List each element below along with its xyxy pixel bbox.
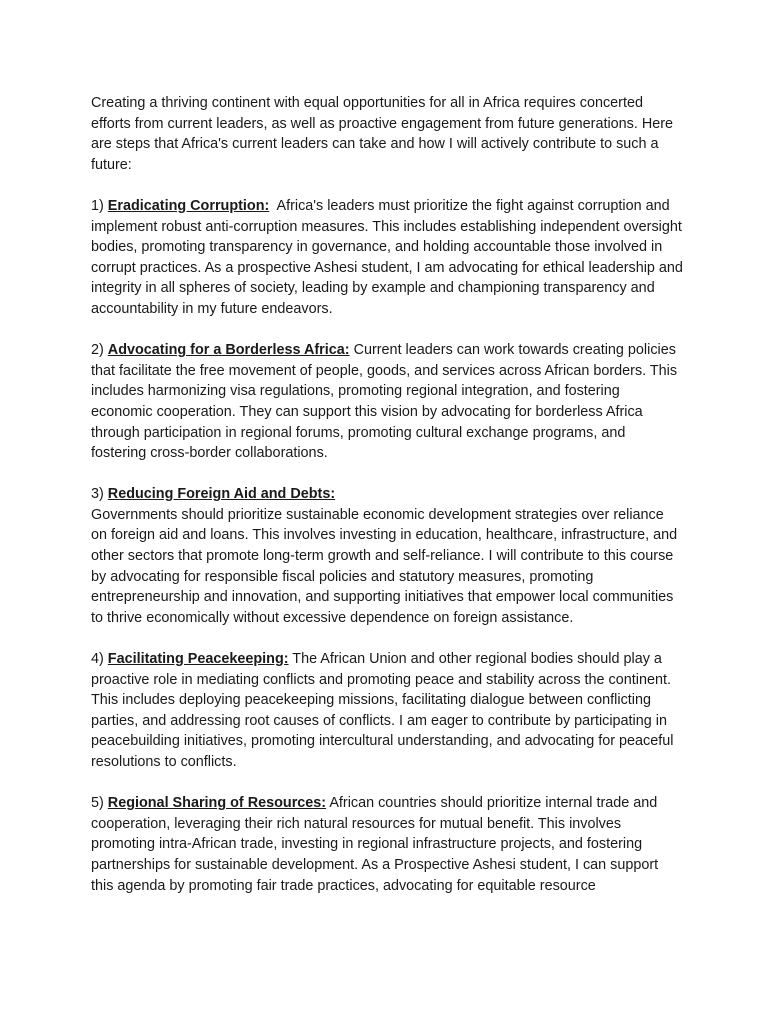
section-body: Current leaders can work towards creating policies that facilitate the free movement of people, goods, and services across African borders. This includes harmonizing visa regulations, promoting regional integration, and fostering economic cooperation. They can support this vision by advocating for borderless Africa through participation in regional forums, promoting cultural exchange programs, and fostering cross-border collaborations. xyxy=(91,342,678,462)
section-5 xyxy=(91,793,683,896)
intro-paragraph: Creating a thriving continent with equal opportunities for all in Africa requires concerted efforts from current leaders, as well as proactive engagement from future generations. Here are steps that Africa's current leaders can take and how I will actively contribute to such a future: xyxy=(91,95,674,173)
section-heading: Eradicating Corruption: xyxy=(107,197,270,214)
section-1 xyxy=(91,196,683,320)
section-heading: Advocating for a Borderless Africa: xyxy=(107,342,350,359)
section-3 xyxy=(91,484,683,628)
section-body: The African Union and other regional bodies should play a proactive role in mediating conflicts and promoting peace and stability across the continent. This includes deploying peacekeeping missions, facilitating dialogue between conflicting parties, and addressing root causes of conflicts. I am eager to contribute by participating in peacebuilding initiatives, promoting intercultural understanding, and advocating for peaceful resolutions to conflicts. xyxy=(91,651,674,770)
section-heading: Facilitating Peacekeeping: xyxy=(107,651,289,668)
section-2 xyxy=(91,340,683,464)
section-heading: Reducing Foreign Aid and Debts: xyxy=(107,486,336,503)
section-number: 2) xyxy=(91,342,104,359)
section-body: Africa's leaders must prioritize the fight against corruption and implement robust anti-corruption measures. This includes establishing independent oversight bodies, promoting transparency in governance, and holding accountable those involved in corrupt practices. As a prospective Ashesi student, I am advocating for ethical leadership and integrity in all spheres of society, leading by example and championing transparency and accountability in my future endeavors. xyxy=(91,197,683,317)
section-body: Governments should prioritize sustainable economic development strategies over reliance on foreign aid and loans. This involves investing in education, healthcare, infrastructure, and other sectors that promote long-term growth and self-reliance. I will contribute to this course by advocating for responsible fiscal policies and statutory measures, promoting entrepreneurship and innovation, and supporting initiatives that empower local communities to thrive economically without excessive dependence on foreign assistance. xyxy=(91,506,678,626)
section-body: African countries should prioritize internal trade and cooperation, leveraging their rich natural resources for mutual benefit. This involves promoting intra-African trade, investing in regional infrastructure projects, and fostering partnerships for sustainable development. As a Prospective Ashesi student, I can support this agenda by promoting fair trade practices, advocating for equitable resource xyxy=(91,795,659,894)
document-body xyxy=(91,93,683,917)
section-number: 1) xyxy=(91,197,104,214)
section-number: 5) xyxy=(91,795,104,812)
section-number: 4) xyxy=(91,651,104,668)
section-4 xyxy=(91,649,683,773)
section-heading: Regional Sharing of Resources: xyxy=(107,795,327,812)
section-number: 3) xyxy=(91,486,104,503)
